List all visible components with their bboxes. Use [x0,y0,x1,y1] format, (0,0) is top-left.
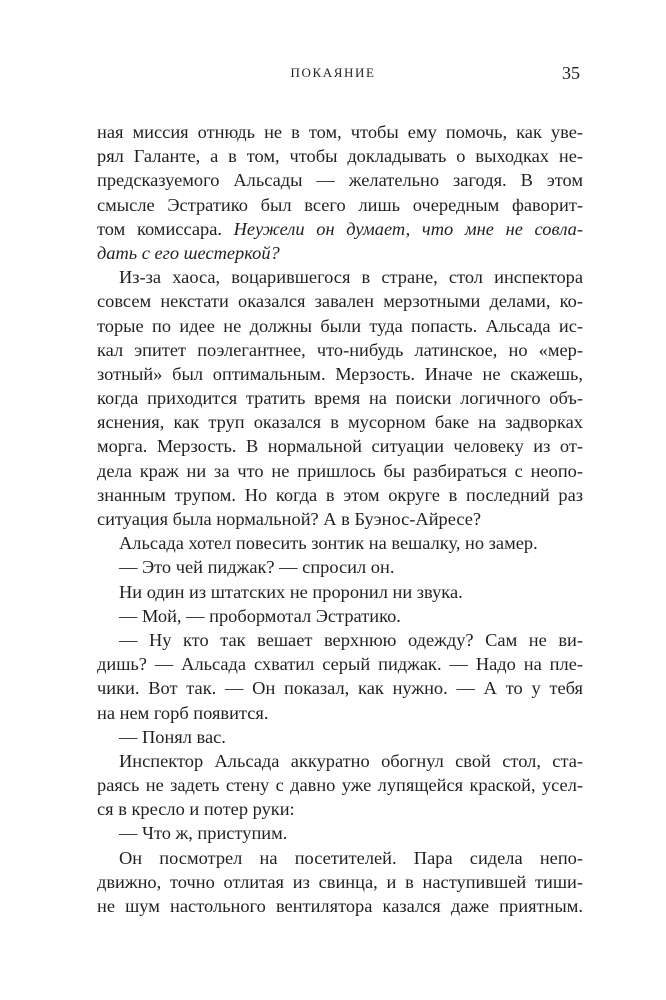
text-line: торые по идее не должны были туда попасть. Альсада ис- [97,315,583,336]
paragraph [97,725,583,749]
text-line [97,241,583,265]
text-line: ситуация была нормальной? А в Буэнос-Айресе? [97,509,482,529]
paragraph [97,628,583,725]
text-line: совсем некстати оказался завален мерзотными делами, ко- [97,291,583,312]
paragraph [97,749,583,822]
text-line: не шум настольного вентилятора казался даже приятным. [97,896,583,916]
paragraph [97,846,583,919]
text-line: морга. Мерзость. В нормальной ситуации человеку из от- [97,436,583,457]
text-line: — Понял вас. [119,726,226,747]
text-line: предсказуемого Альсады — желательно загодя. В этом [97,170,583,191]
text-run: том комиссара. [97,218,234,239]
italic-thought: дать с его шестеркой? [97,242,280,263]
text-line: Ни один из штатских не проронил ни звука. [119,581,463,602]
text-line: — Мой, — пробормотал Эстратико. [119,605,401,626]
text-line: Инспектор Альсада аккуратно обогнул свой стол, ста- [119,750,583,771]
text-line: раясь не задеть стену с давно уже лупящейся краской, усел- [97,775,583,796]
italic-thought: Неужели он думает, что мне не совла- [233,218,584,239]
text-line: смысле Эстратико был всего лишь очередным фаворит- [97,194,583,215]
body-text [97,120,583,918]
paragraph [97,821,583,845]
text-line: — Ну кто так вешает верхнюю одежду? Сам не ви- [119,629,583,650]
text-line: дела краж ни за что не пришлось бы разбираться с неопо- [97,460,583,481]
text-line: ная миссия отнюдь не в том, чтобы ему помочь, как уве- [97,122,583,142]
text-line: — Это чей пиджак? — спросил он. [119,557,395,578]
page-number: 35 [562,63,580,83]
paragraph [97,555,583,579]
paragraph [97,120,583,265]
text-line: кал эпитет поэлегантнее, что-нибудь латинское, но «мер- [97,339,583,360]
text-line: Из-за хаоса, воцарившегося в стране, стол инспектора [119,267,583,288]
text-line: чики. Вот так. — Он показал, как нужно. — А то у тебя [97,678,583,699]
text-line: — Что ж, приступим. [119,823,288,844]
text-line: дишь? — Альсада схватил серый пиджак. — Надо на пле- [97,654,583,675]
text-line: Альсада хотел повесить зонтик на вешалку, но замер. [119,533,538,554]
paragraph [97,580,583,604]
text-line: ся в кресло и потер руки: [97,799,295,820]
paragraph [97,265,583,531]
text-line: когда приходится тратить время на поиски логичного объ- [97,388,583,409]
text-line: знанным трупом. Но когда в этом округе в последний раз [97,484,583,505]
running-title: ПОКАЯНИЕ [290,65,376,80]
text-line: на нем горб появится. [97,702,269,723]
page-header [0,63,666,83]
text-line: Он посмотрел на посетителей. Пара сидела непо- [119,847,583,868]
text-line: зотный» был оптимальным. Мерзость. Иначе не скажешь, [97,363,583,384]
paragraph [97,531,583,555]
text-line: движно, точно отлитая из свинца, и в наступившей тиши- [97,871,583,892]
text-line: яснения, как труп оказался в мусорном баке на задворках [97,412,583,433]
text-line: рял Галанте, а в том, чтобы докладывать о выходках не- [97,146,583,167]
paragraph [97,604,583,628]
text-line [97,217,583,241]
